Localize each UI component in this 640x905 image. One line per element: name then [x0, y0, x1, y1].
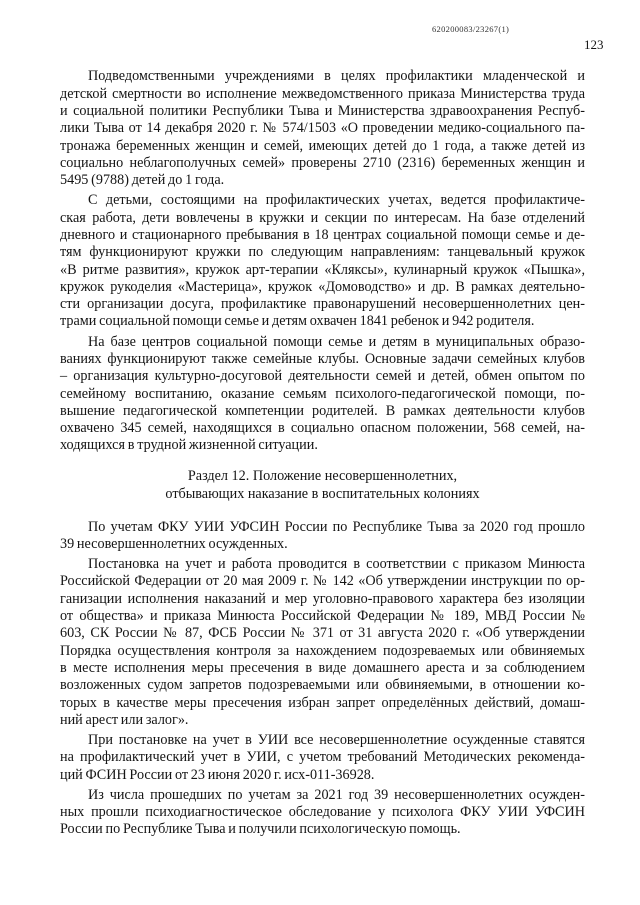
page-body [60, 68, 585, 838]
paragraph-line: торых в качестве меры пресечения избран запрет определённых действий, домаш- [60, 694, 585, 711]
paragraph-line: ходящихся в трудной жизненной ситуации. [60, 437, 318, 454]
paragraph-line: Порядка осуществления контроля за нахождением подозреваемых или обвиняемых [60, 642, 585, 659]
paragraph-line: трами социальной помощи семье и детям охвачен 1841 ребенок и 942 родителя. [60, 313, 535, 330]
paragraph-line: ний арест или залог». [60, 711, 189, 728]
paragraph-line: семейному воспитанию, оказание семьям психолого-педагогической помощи, по- [60, 385, 585, 402]
paragraph-line: «В ритме развития», кружок арт-терапии «Кляксы», кулинарный кружок «Пышка», [60, 261, 585, 278]
paragraph-line: сти организации досуга, профилактике правонарушений несовершеннолетних цен- [60, 296, 585, 313]
document-number: 620200083/23267(1) [432, 24, 510, 34]
paragraph-line: ций ФСИН России от 23 июня 2020 г. исх-011-36928. [60, 766, 375, 783]
paragraph-preventive-registration [60, 732, 585, 784]
paragraph-psychological-help [60, 787, 585, 839]
paragraph-line: С детьми, состоящими на профилактических учетах, ведется профилактиче- [88, 192, 585, 209]
paragraph-line: Постановка на учет и работа проводится в соответствии с приказом Минюста [88, 556, 585, 573]
paragraph-line: дневного и стационарного пребывания в 18 центрах социальной помощи семье и де- [60, 226, 585, 243]
paragraph-line: 603, СК России № 87, ФСБ России № 371 от 31 августа 2020 г. «Об утверждении [60, 625, 585, 642]
paragraph-line: на профилактический учет в УИИ, с учетом требований Методических рекоменда- [60, 749, 585, 766]
paragraph-line: При постановке на учет в УИИ все несовершеннолетние осужденные ставятся [88, 732, 585, 749]
paragraph-line: – организация культурно-досуговой деятельности семей и детей, обмен опытом по [60, 368, 585, 385]
section-heading-line: Раздел 12. Положение несовершеннолетних, [187, 468, 458, 485]
paragraph-line: Подведомственными учреждениями в целях профилактики младенческой и [88, 68, 585, 85]
paragraph-line: в месте исполнения меры пресечения в виде домашнего ареста и за соблюдением [60, 659, 585, 676]
paragraph-line: 39 несовершеннолетних осужденных. [60, 535, 288, 552]
paragraph-line: от общества» и приказа Минюста Российской Федерации № 189, МВД России № [60, 608, 585, 625]
paragraph-registered-juveniles [60, 519, 585, 554]
paragraph-line: ганизации исполнения наказаний и мер уголовно-правового характера без изоляции [60, 590, 585, 607]
paragraph-line: и социальной политики Республики Тыва и Министерства здравоохранения Респуб- [60, 102, 585, 119]
paragraph-line: охвачено 345 семей, находящихся в социально опасном положении, 568 семей, на- [60, 420, 585, 437]
paragraph-line: возложенных судом запретов подозреваемыми или обвиняемыми, в отношении ко- [60, 677, 585, 694]
paragraph-line: По учетам ФКУ УИИ УФСИН России по Республике Тыва за 2020 год прошло [88, 518, 585, 535]
paragraph-line: кружок рукоделия «Мастерица», кружок «Домоводство» и др. В рамках деятельно- [60, 278, 585, 295]
section-heading [60, 468, 585, 504]
paragraph-line: ных прошли психодиагностическое обследование у психолога ФКУ УИИ УФСИН [60, 804, 585, 821]
paragraph-family-clubs [60, 334, 585, 455]
page-number: 123 [584, 37, 604, 52]
paragraph-line: вышение педагогической компетенции родителей. В рамках деятельности клубов [60, 402, 585, 419]
paragraph-line: 5495 (9788) детей до 1 года. [60, 172, 225, 189]
paragraph-line: Российской Федерации от 20 мая 2009 г. № 142 «Об утверждении инструкции по ор- [60, 573, 585, 590]
paragraph-line: ская работа, дети вовлечены в кружки и секции по интересам. На базе отделений [60, 209, 585, 226]
paragraph-line: тям функционируют кружки по следующим направлениям: танцевальный кружок [60, 244, 585, 261]
paragraph-line: лики Тыва от 14 декабря 2020 г. № 574/1503 «О проведении медико-социального па- [60, 120, 585, 137]
section-heading-line: отбывающих наказание в воспитательных колониях [165, 486, 480, 503]
paragraph-line: социально неблагополучных семей» проверены 2710 (2316) беременных женщин и [60, 154, 585, 171]
paragraph-line: Из числа прошедших по учетам за 2021 год 39 несовершеннолетних осужден- [88, 786, 585, 803]
paragraph-line: России по Республике Тыва и получили психологическую помощь. [60, 821, 461, 838]
paragraph-line: На базе центров социальной помощи семье и детям в муниципальных образо- [88, 333, 585, 350]
paragraph-children-clubs [60, 192, 585, 330]
paragraph-line: детской смертности во исполнение межведомственного приказа Министерства труда [60, 85, 585, 102]
paragraph-registration-orders [60, 556, 585, 729]
paragraph-line: тронажа беременных женщин и семей, имеющих детей до 1 года, а также детей из [60, 137, 585, 154]
paragraph-infant-mortality-prevention [60, 68, 585, 189]
paragraph-line: ваниях функционируют также семейные клубы. Основные задачи семейных клубов [60, 350, 585, 367]
